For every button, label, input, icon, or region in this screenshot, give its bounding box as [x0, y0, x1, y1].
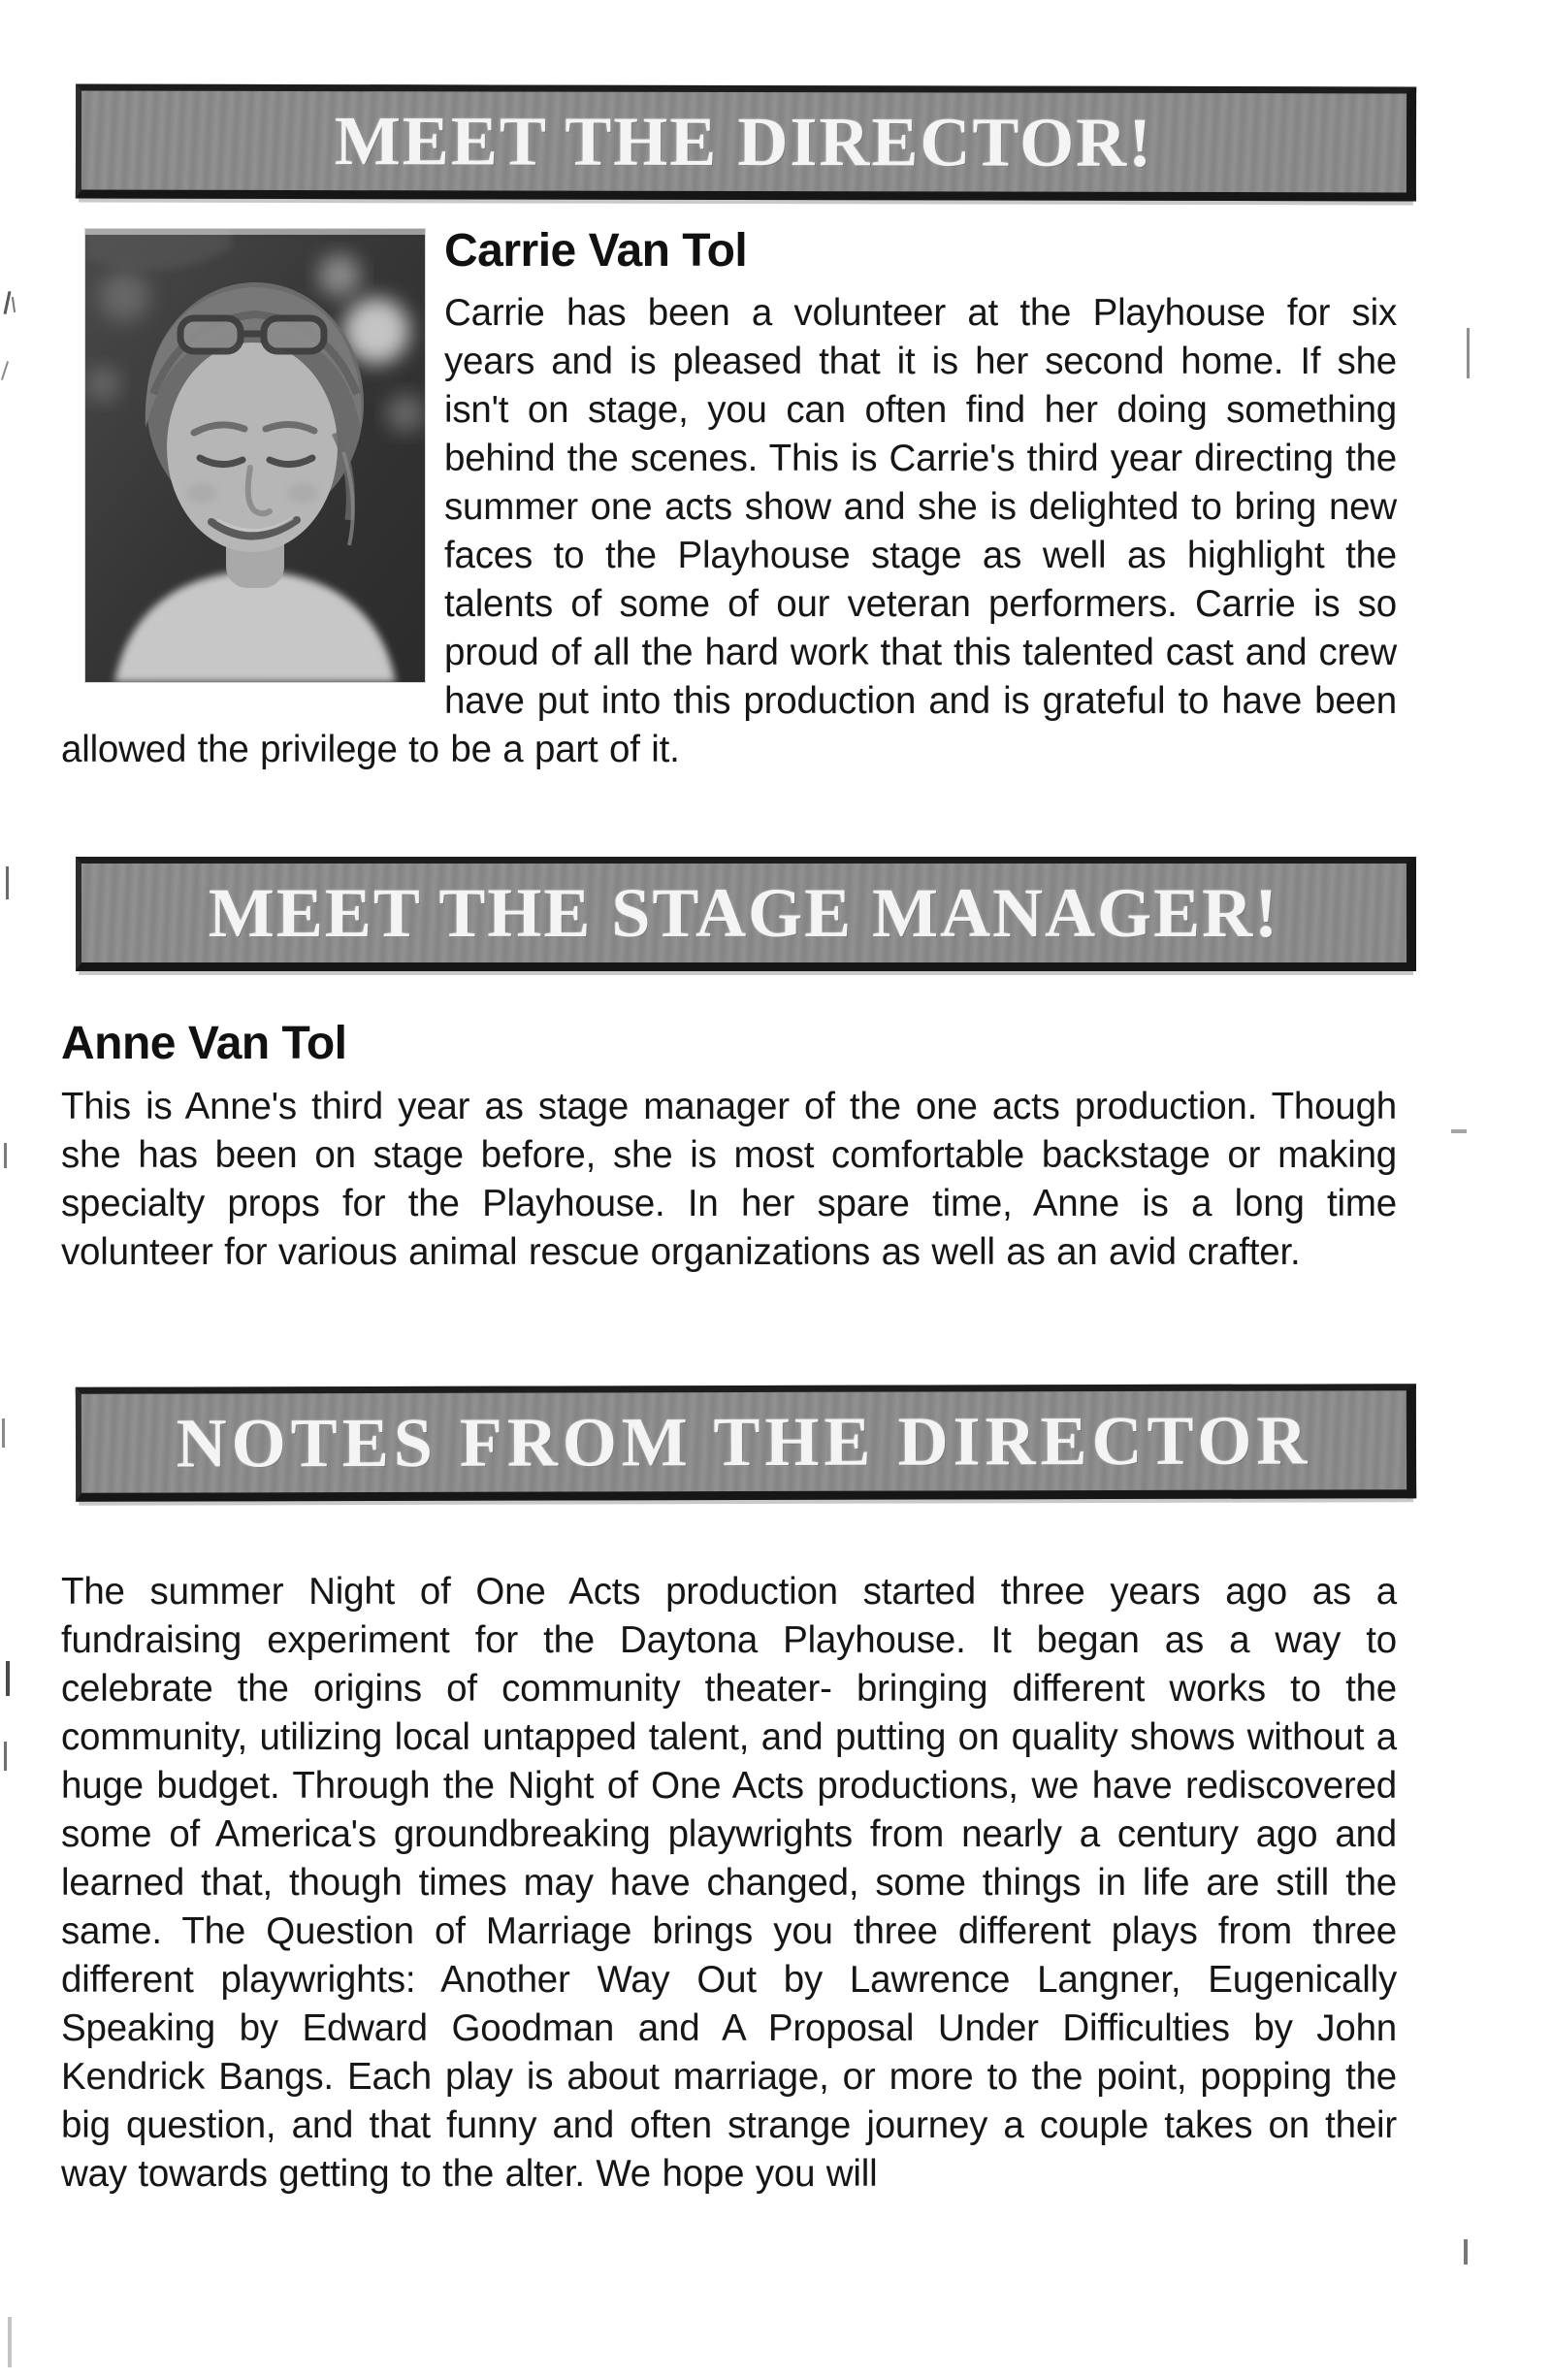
director-banner — [76, 84, 1416, 202]
scan-mark — [6, 866, 9, 899]
scan-mark — [1464, 2239, 1468, 2265]
notes-section — [61, 1568, 1397, 2199]
scan-mark — [4, 291, 12, 314]
director-section — [61, 227, 1397, 774]
scan-mark — [1, 361, 9, 380]
notes-body: The summer Night of One Acts production started three years ago as a fundraising experiment for the Daytona Playhouse. It began as a way to celebrate the origins of community theater- bringing different works to the community, utilizing local untapped talent, and putting on quality shows without a huge budget. Through the Night of One Acts productions, we have rediscovered some of America's groundbreaking playwrights from nearly a century ago and learned that, though times may have changed, some things in life are still the same. The Question of Marriage brings you three different plays from three different playwrights: Another Way Out by Lawrence Langner, Eugenically Speaking by Edward Goodman and A Proposal Under Difficulties by John Kendrick Bangs. Each play is about marriage, or more to the point, popping the big question, and that funny and often strange journey a couple takes on their way towards getting to the alter. We hope you will — [61, 1570, 1397, 2195]
stage-manager-section — [61, 1020, 1397, 1276]
scan-mark — [6, 1661, 10, 1696]
stage-manager-name: Anne Van Tol — [61, 1018, 347, 1070]
scan-mark — [8, 2317, 12, 2367]
scan-mark — [2, 1418, 5, 1448]
director-name: Carrie Van Tol — [444, 225, 748, 277]
notes-banner — [76, 1384, 1416, 1502]
director-banner-title: MEET THE DIRECTOR! — [334, 101, 1154, 181]
scan-mark — [1467, 328, 1470, 378]
notes-banner-title: NOTES FROM THE DIRECTOR — [176, 1400, 1312, 1482]
scan-mark — [1451, 1129, 1467, 1133]
stage-manager-banner-title: MEET THE STAGE MANAGER! — [208, 873, 1280, 952]
stage-manager-bio: This is Anne's third year as stage manager of the one acts production. Though she has been on stage before, she is most comfortable backstage or making specialty props for the Playhouse. In her spare time, Anne is a long time volunteer for various animal rescue organizations as well as an avid crafter. — [61, 1085, 1397, 1273]
director-bio: Carrie has been a volunteer at the Playhouse for six years and is pleased that it is her second home. If she isn't on stage, you can often find her doing something behind the scenes. This is Carrie's third year directing the summer one acts show and she is delighted to bring new faces to the Playhouse stage as well as highlight the talents of some of our veteran performers. Carrie is so proud of all the hard work that this talented cast and crew have put into this production and is grateful to have been allowed the privilege to be a part of it. — [61, 292, 1397, 771]
scan-mark — [12, 297, 16, 312]
scan-mark — [4, 1742, 7, 1771]
scan-mark — [4, 1143, 7, 1168]
director-photo — [85, 229, 425, 682]
stage-manager-banner — [76, 857, 1416, 971]
